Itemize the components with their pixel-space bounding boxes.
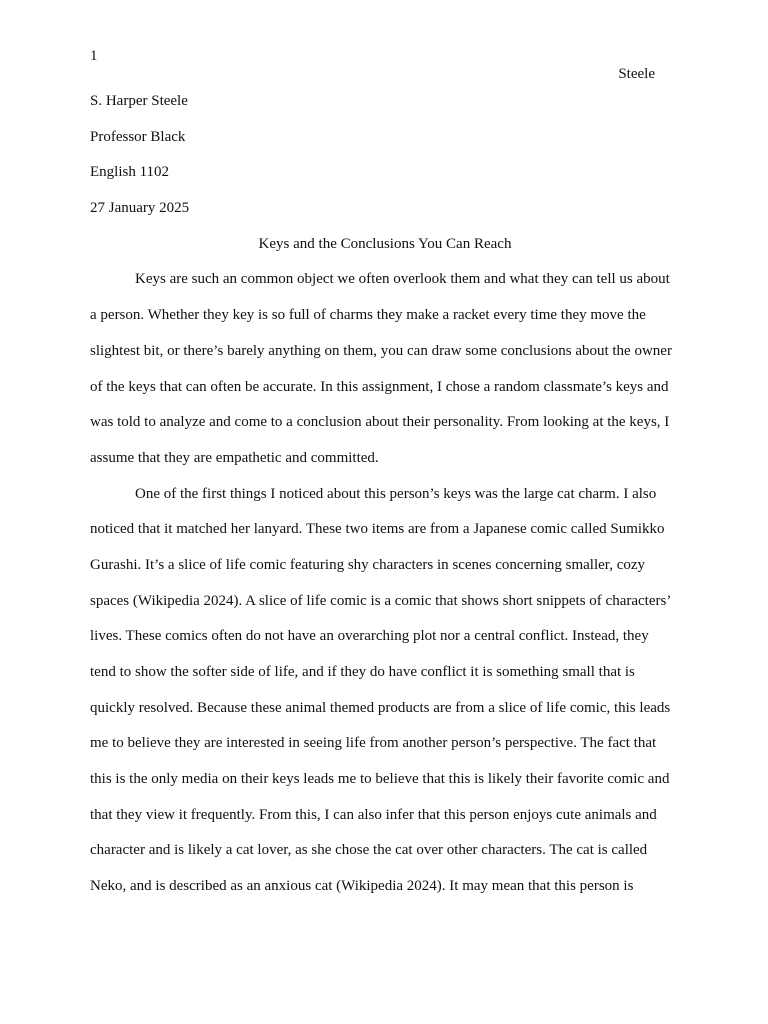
paragraph-line: this is the only media on their keys leads me to believe that this is likely their favorite comic and <box>90 771 670 788</box>
running-head-surname: Steele <box>618 66 655 82</box>
paragraph-line: Keys are such an common object we often overlook them and what they can tell us about <box>135 271 670 288</box>
essay-title: Keys and the Conclusions You Can Reach <box>258 235 512 252</box>
paragraph-line: lives. These comics often do not have an overarching plot nor a central conflict. Instead, they <box>90 628 649 645</box>
mla-heading-block <box>90 84 680 905</box>
paragraph-line: was told to analyze and come to a conclusion about their personality. From looking at the keys, I <box>90 414 670 431</box>
paragraph-line: assume that they are empathetic and committed. <box>90 449 379 466</box>
paragraph-1 <box>90 262 680 476</box>
paragraph-line: noticed that it matched her lanyard. These two items are from a Japanese comic called Sumikko <box>90 521 665 538</box>
essay-date: 27 January 2025 <box>90 200 190 217</box>
paragraph-line: tend to show the softer side of life, and if they do have conflict it is something small that is <box>90 664 635 680</box>
paragraph-line: quickly resolved. Because these animal themed products are from a slice of life comic, this leads <box>90 699 671 716</box>
paragraph-line: character and is likely a cat lover, as she chose the cat over other characters. The cat is called <box>90 842 648 859</box>
page-number: 1 <box>90 48 98 64</box>
paragraph-line: me to believe they are interested in seeing life from another person’s perspective. The fact that <box>90 735 657 752</box>
paragraph-2 <box>90 477 680 905</box>
paragraph-line: a person. Whether they key is so full of charms they make a racket every time they move the <box>90 307 646 324</box>
paragraph-line: that they view it frequently. From this, I can also infer that this person enjoys cute animals and <box>90 806 657 823</box>
paragraph-line: of the keys that can often be accurate. In this assignment, I chose a random classmate’s keys and <box>90 378 669 395</box>
paragraph-line: Gurashi. It’s a slice of life comic featuring shy characters in scenes concerning smaller, cozy <box>90 556 646 573</box>
paragraph-line: One of the first things I noticed about this person’s keys was the large cat charm. I also <box>135 485 657 502</box>
paragraph-line: slightest bit, or there’s barely anything on them, you can draw some conclusions about the owner <box>90 342 672 359</box>
course-name: English 1102 <box>90 164 170 181</box>
paragraph-line: spaces (Wikipedia 2024). A slice of life comic is a comic that shows short snippets of characters’ <box>90 592 672 609</box>
professor-name: Professor Black <box>90 128 186 145</box>
student-name: S. Harper Steele <box>90 93 188 109</box>
paragraph-line: Neko, and is described as an anxious cat (Wikipedia 2024). It may mean that this person is <box>90 878 634 895</box>
